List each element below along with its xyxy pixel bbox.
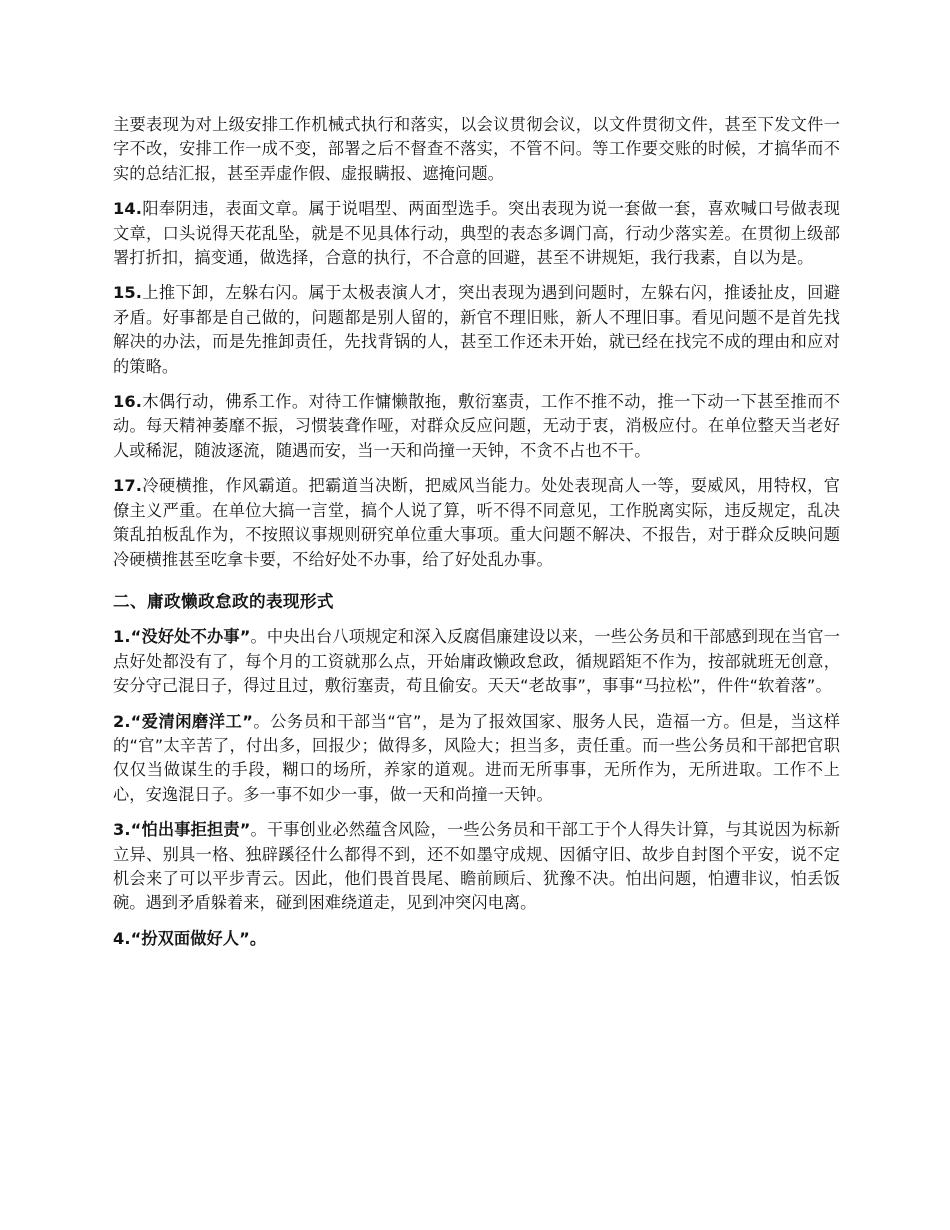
paragraph-text: 。中央出台八项规定和深入反腐倡廉建设以来，一些公务员和干部感到现在当官一点好处都没有了，每个月的工资就那么点，开始庸政懒政怠政，循规蹈矩不作为，按部就班无创意，安分守己混日子，得过且过，敷衍塞责，苟且偷安。天天“老故事”，事事“马拉松”，件件“软着落”。: [113, 627, 840, 696]
section-heading-two: 二、庸政懒政怠政的表现形式: [113, 591, 334, 611]
paragraph-section2-item-1: [113, 625, 840, 698]
paragraph-item-14: [113, 197, 840, 270]
document-body: [113, 113, 840, 951]
paragraph-section2-item-3: [113, 818, 840, 916]
paragraph-text: 木偶行动，佛系工作。对待工作慵懒散拖，敷衍塞责，工作不推不动，推一下动一下甚至推而不动。每天精神萎靡不振，习惯装聋作哑，对群众反应问题，无动于衷，消极应付。在单位整天当老好人或稀泥，随波逐流，随遇而安，当一天和尚撞一天钟，不贪不占也不干。: [113, 392, 840, 460]
paragraph-lead: 15.: [113, 283, 142, 303]
paragraph-text: 上推下卸，左躲右闪。属于太极表演人才，突出表现为遇到问题时，左躲右闪，推诿扯皮，回避矛盾。好事都是自己做的，问题都是别人留的，新官不理旧账，新人不理旧事。看见问题不是首先找解决的办法，而是先推卸责任，先找背锅的人，甚至工作还未开始，就已经在找完不成的理由和应对的策略。: [113, 283, 840, 376]
paragraph-text: 阳奉阴违，表面文章。属于说唱型、两面型选手。突出表现为说一套做一套，喜欢喊口号做表现文章，口头说得天花乱坠，就是不见具体行动，典型的表态多调门高，行动少落实差。在贯彻上级部署打折扣，搞变通，做选择，合意的执行，不合意的回避，甚至不讲规矩，我行我素，自以为是。: [113, 199, 840, 268]
paragraph-section2-item-4: [113, 927, 840, 951]
paragraph-section2-item-2: [113, 710, 840, 808]
paragraph-intro: [113, 113, 840, 186]
paragraph-item-15: [113, 281, 840, 379]
paragraph-text: 。干事创业必然蕴含风险，一些公务员和干部工于个人得失计算，与其说因为标新立异、别具一格、独辟蹊径什么都得不到，还不如墨守成规、因循守旧、故步自封图个平安，说不定机会来了可以平步青云。因此，他们畏首畏尾、瞻前顾后、犹豫不决。怕出问题，怕遭非议，怕丢饭碗。遇到矛盾躲着来，碰到困难绕道走，见到冲突闪电离。: [113, 820, 840, 913]
paragraph-item-17: [113, 474, 840, 572]
paragraph-text: 主要表现为对上级安排工作机械式执行和落实，以会议贯彻会议，以文件贯彻文件，甚至下发文件一字不改，安排工作一成不变，部署之后不督查不落实，不管不问。等工作要交账的时候，才搞华而不实的总结汇报，甚至弄虚作假、虚报瞒报、遮掩问题。: [113, 115, 840, 183]
paragraph-lead: 3.“怕出事拒担责”: [113, 820, 251, 840]
paragraph-text: 。公务员和干部当“官”，是为了报效国家、服务人民，造福一方。但是，当这样的“官”太辛苦了，付出多，回报少；做得多，风险大；担当多，责任重。而一些公务员和干部把官职仅仅当做谋生的手段，糊口的场所，养家的道观。进而无所事事，无所作为，无所进取。工作不上心，安逸混日子。多一事不如少一事，做一天和尚撞一天钟。: [113, 711, 840, 804]
paragraph-lead: 4.“扮双面做好人”。: [113, 928, 267, 948]
paragraph-lead: 1.“没好处不办事”: [113, 627, 251, 647]
paragraph-item-16: [113, 390, 840, 463]
paragraph-lead: 16.: [113, 392, 142, 412]
paragraph-lead: 2.“爱清闲磨洋工”: [113, 711, 253, 731]
paragraph-text: 冷硬横推，作风霸道。把霸道当决断，把威风当能力。处处表现高人一等，耍威风，用特权，官僚主义严重。在单位大搞一言堂，搞个人说了算，听不得不同意见，工作脱离实际，违反规定，乱决策乱拍板乱作为，不按照议事规则研究单位重大事项。重大问题不解决、不报告，对于群众反映问题冷硬横推甚至吃拿卡要，不给好处不办事，给了好处乱办事。: [113, 476, 840, 569]
paragraph-lead: 14.: [113, 199, 142, 219]
paragraph-lead: 17.: [113, 476, 142, 496]
